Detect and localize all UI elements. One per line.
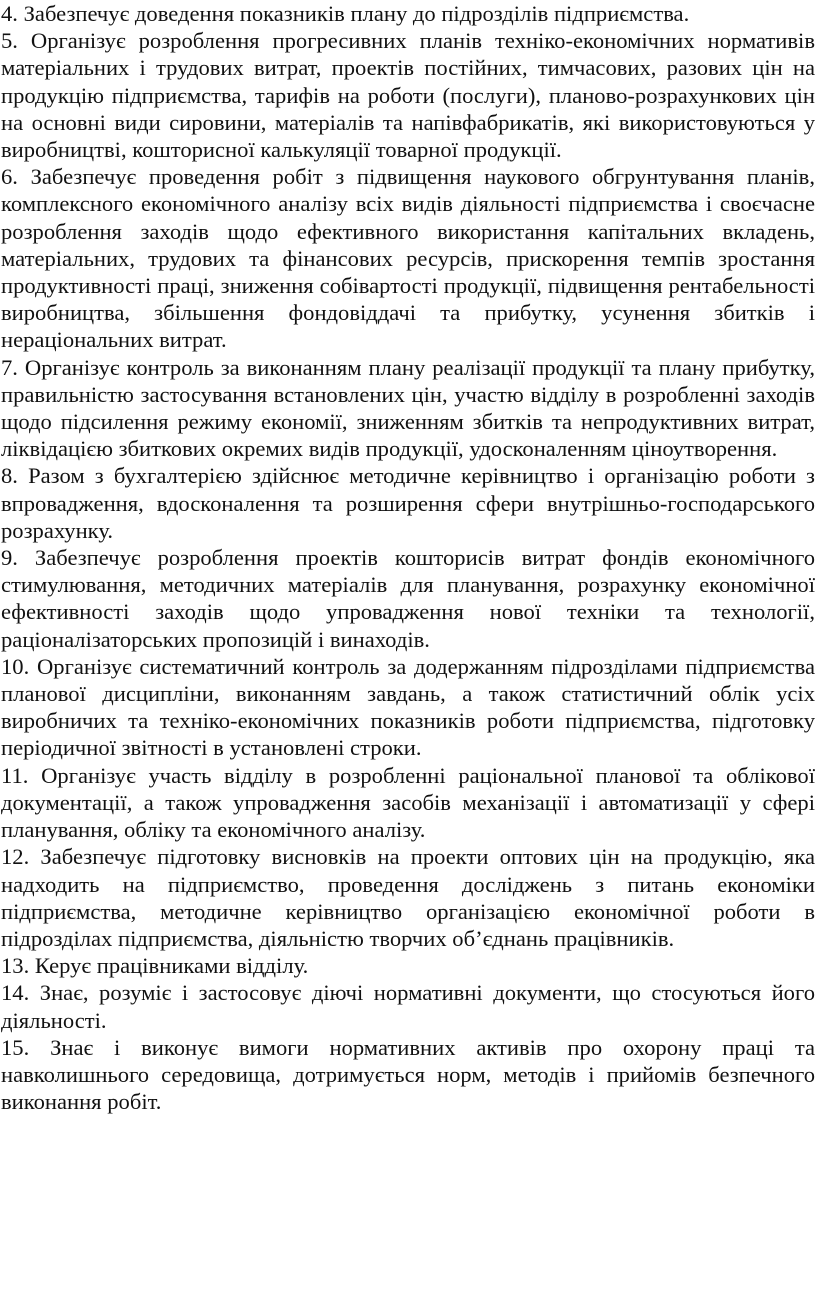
paragraph-item-11: 11. Організує участь відділу в розробленні раціональної планової та облікової документації, а також упровадження засобів механізації і автоматизації у сфері планування, обліку та економічного аналізу. [1,762,815,843]
paragraph-item-6: 6. Забезпечує проведення робіт з підвищення наукового обгрунтування планів, комплексного економічного аналізу всіх видів діяльності підприємства і своєчасне розроблення заходів щодо ефективного використання капітальних вкладень, матеріальних, трудових та фінансових ресурсів, прискорення темпів зростання продуктивності праці, зниження собівартості продукції, підвищення рентабельності виробництва, збільшення фондовіддачі та прибутку, усунення збитків і нераціональних витрат. [1,164,815,353]
paragraph-item-8: 8. Разом з бухгалтерією здійснює методичне керівництво і організацію роботи з впровадження, вдосконалення та розширення сфери внутрішньо-господарського розрахунку. [1,463,815,543]
paragraph-item-15: 15. Знає і виконує вимоги нормативних активів про охорону праці та навколишнього середовища, дотримується норм, методів і прийомів безпечного виконання робіт. [1,1034,815,1115]
paragraph-item-4: 4. Забезпечує доведення показників плану до підрозділів підприємства. [1,1,690,26]
paragraph-item-14: 14. Знає, розуміє і застосовує діючі нормативні документи, що стосуються його діяльності. [1,980,815,1033]
paragraph-item-5: 5. Організує розроблення прогресивних планів техніко-економічних нормативів матеріальних і трудових витрат, проектів постійних, тимчасових, разових цін на продукцію підприємства, тарифів на роботи (послуги), планово-розрахункових цін на основні види сировини, матеріалів та напівфабрикатів, які використовуються у виробництві, кошторисної калькуляції товарної продукції. [1,28,815,163]
paragraph-item-13: 13. Керує працівниками відділу. [1,953,309,979]
paragraph-item-12: 12. Забезпечує підготовку висновків на проекти оптових цін на продукцію, яка надходить на підприємство, проведення досліджень з питань економіки підприємства, методичне керівництво організацією економічної роботи в підрозділах підприємства, діяльністю творчих об’єднань працівників. [1,844,815,951]
paragraph-item-7: 7. Організує контроль за виконанням плану реалізації продукції та плану прибутку, правильністю застосування встановлених цін, участю відділу в розробленні заходів щодо підсилення режиму економії, зниженням збитків та непродуктивних витрат, ліквідацією збиткових окремих видів продукції, удосконаленням ціноутворення. [1,354,815,462]
paragraph-item-10: 10. Організує систематичний контроль за додержанням підрозділами підприємства планової дисципліни, виконанням завдань, а також статистичний облік усіх виробничих та техніко-економічних показників роботи підприємства, підготовку періодичної звітності в установлені строки. [1,653,815,761]
paragraph-item-9: 9. Забезпечує розроблення проектів кошторисів витрат фондів економічного стимулювання, методичних матеріалів для планування, розрахунку економічної ефективності заходів щодо упровадження нової техніки та технології, раціоналізаторських пропозицій і винаходів. [1,545,815,652]
